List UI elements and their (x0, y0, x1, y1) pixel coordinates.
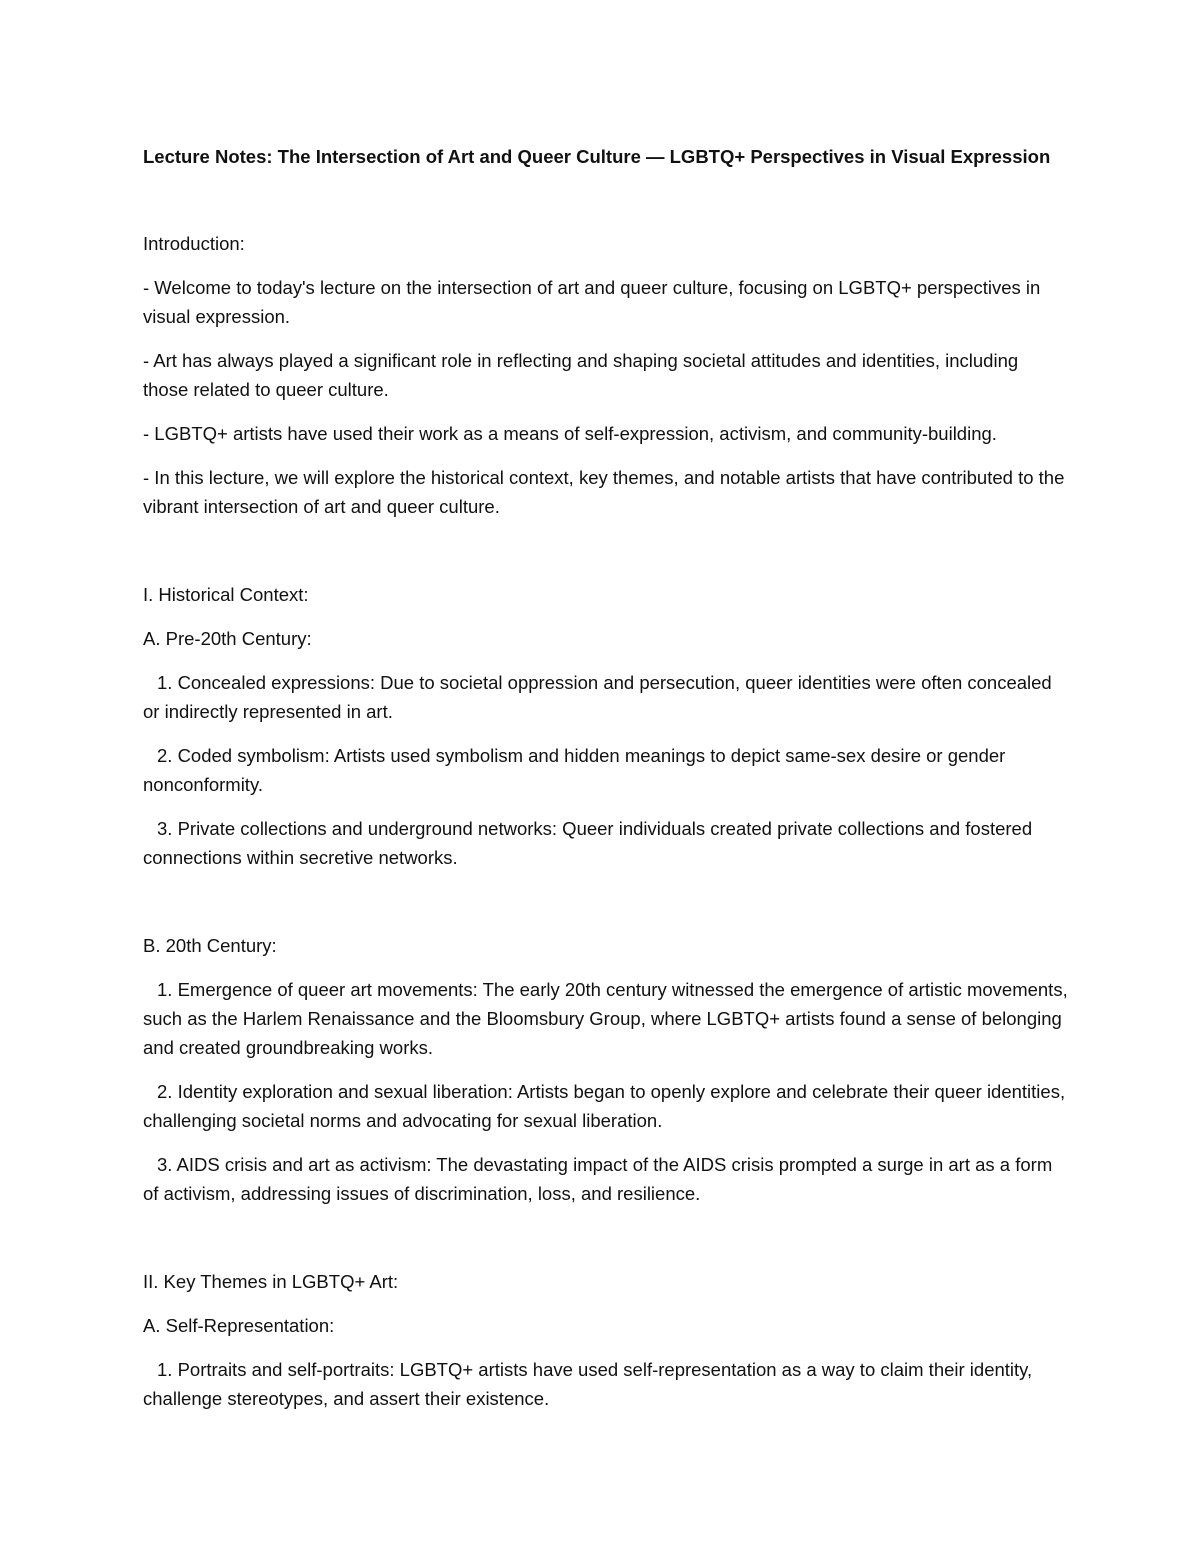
section-1-heading: I. Historical Context: (143, 584, 309, 605)
list-item: 2. Identity exploration and sexual liberation: Artists began to openly explore and celebrate their queer identities, challenging societal norms and advocating for sexual liberation. (143, 1081, 1066, 1131)
list-item: 3. AIDS crisis and art as activism: The devastating impact of the AIDS crisis prompted a surge in art as a form of activism, addressing issues of discrimination, loss, and resilience. (143, 1154, 1053, 1204)
intro-bullet: - In this lecture, we will explore the historical context, key themes, and notable artists that have contributed to the vibrant intersection of art and queer culture. (143, 467, 1065, 517)
list-item: 1. Emergence of queer art movements: The early 20th century witnessed the emergence of artistic movements, such as the Harlem Renaissance and the Bloomsbury Group, where LGBTQ+ artists found a sense of belonging and created groundbreaking works. (143, 979, 1068, 1058)
intro-bullet: - Art has always played a significant role in reflecting and shaping societal attitudes and identities, including those related to queer culture. (143, 350, 1019, 400)
section-2a-heading: A. Self-Representation: (143, 1315, 335, 1336)
list-item: 2. Coded symbolism: Artists used symbolism and hidden meanings to depict same-sex desire or gender nonconformity. (143, 745, 1006, 795)
section-1b-heading: B. 20th Century: (143, 935, 277, 956)
list-item: 3. Private collections and underground networks: Queer individuals created private collections and fostered connections within secretive networks. (143, 818, 1033, 868)
document-title: Lecture Notes: The Intersection of Art and Queer Culture — LGBTQ+ Perspectives in Visual Expression (143, 146, 1051, 167)
list-item: 1. Portraits and self-portraits: LGBTQ+ artists have used self-representation as a way to claim their identity, challenge stereotypes, and assert their existence. (143, 1359, 1033, 1409)
section-2-heading: II. Key Themes in LGBTQ+ Art: (143, 1271, 399, 1292)
list-item: 1. Concealed expressions: Due to societal oppression and persecution, queer identities were often concealed or indirectly represented in art. (143, 672, 1052, 722)
intro-bullet: - Welcome to today's lecture on the intersection of art and queer culture, focusing on LGBTQ+ perspectives in visual expression. (143, 277, 1041, 327)
intro-bullet: - LGBTQ+ artists have used their work as a means of self-expression, activism, and community-building. (143, 423, 997, 444)
section-1a-heading: A. Pre-20th Century: (143, 628, 312, 649)
document-body (143, 142, 1068, 1413)
introduction-heading: Introduction: (143, 233, 245, 254)
